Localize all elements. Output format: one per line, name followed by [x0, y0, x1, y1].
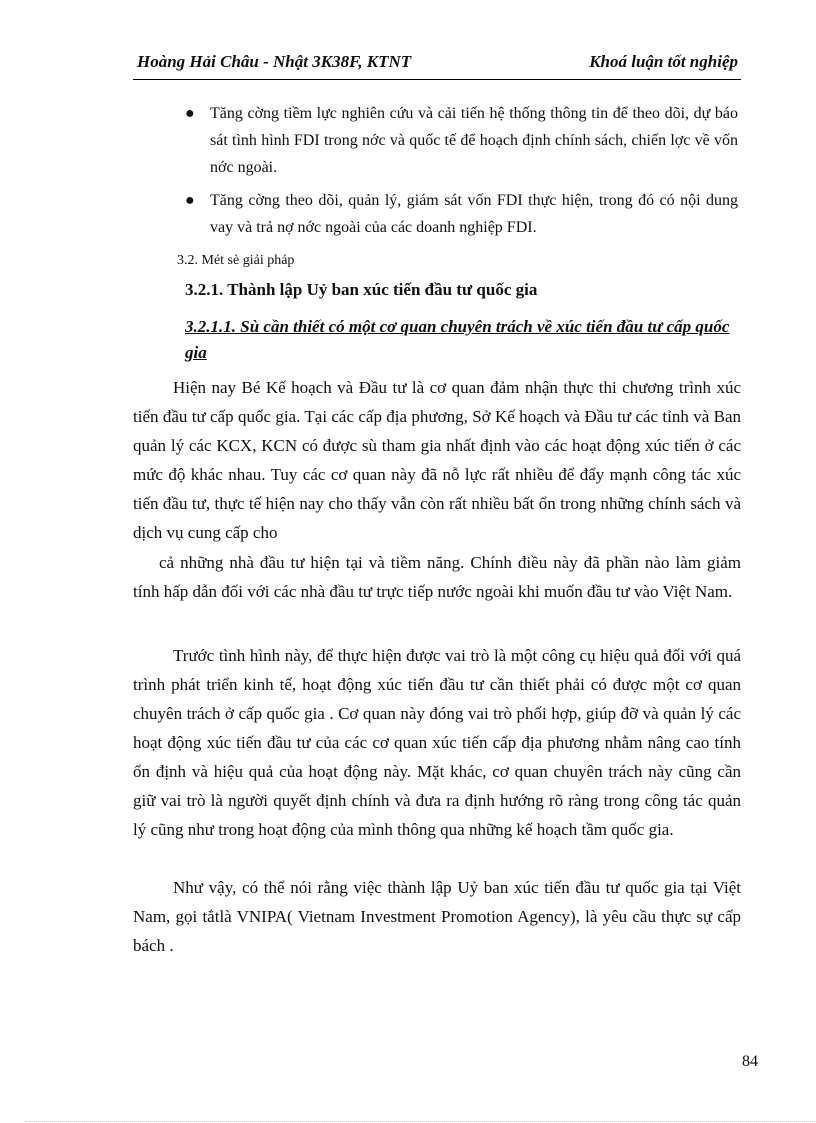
header-rule	[133, 79, 741, 80]
bullet-icon: ●	[185, 192, 195, 209]
paragraph: Như vậy, có thể nói rằng việc thành lập Uỷ ban xúc tiến đầu tư quốc gia tại Việt Nam, gọi tắtlà VNIPA( Vietnam Investment Promotion Agency), là yêu cầu thực sự cấp bách .	[133, 878, 741, 955]
bullet-text: Tăng cờng tiềm lực nghiên cứu và cải tiến hệ thống thông tin để theo dõi, dự báo sát tình hình FDI trong nớc và quốc tế để hoạch định chính sách, chiến lợc về vốn nớc ngoài.	[210, 105, 738, 176]
paragraph: cả những nhà đầu tư hiện tại và tiềm năng. Chính điều này đã phần nào làm giảm tính hấp dẫn đối với các nhà đầu tư trực tiếp nước ngoài khi muốn đầu tư vào Việt Nam.	[133, 553, 741, 601]
page-number: 84	[742, 1053, 758, 1070]
bullet-icon: ●	[185, 105, 195, 122]
subsubsection-heading: 3.2.1.1. Sù cần thiết có một cơ quan chuyên trách về xúc tiến đầu tư cấp quốc gia	[185, 317, 730, 362]
paragraph: Trước tình hình này, để thực hiện được vai trò là một công cụ hiệu quả đối với quá trình phát triển kinh tế, hoạt động xúc tiến đầu tư cần thiết phải có được một cơ quan chuyên trách ở cấp quốc gia . Cơ quan này đóng vai trò phối hợp, giúp đỡ và quản lý các hoạt động xúc tiến đầu tư của các cơ quan xúc tiến cấp địa phương nhằm nâng cao tính ổn định và hiệu quả của hoạt động này. Mặt khác, cơ quan chuyên trách này cũng cần giữ vai trò là người quyết định chính và đưa ra định hướng rõ ràng trong công tác quản lý cũng như trong hoạt động của mình thông qua những kế hoạch tầm quốc gia.	[133, 646, 741, 839]
footer-rule	[25, 1121, 815, 1122]
header-left: Hoàng Hải Châu - Nhật 3K38F, KTNT	[137, 52, 412, 71]
subsection-heading: 3.2.1. Thành lập Uỷ ban xúc tiến đầu tư quốc gia	[185, 280, 538, 299]
bullet-item	[183, 100, 738, 181]
bullet-list	[183, 100, 738, 247]
bullet-text: Tăng cờng theo dõi, quản lý, giám sát vốn FDI thực hiện, trong đó có nội dung vay và trả nợ nớc ngoài của các doanh nghiệp FDI.	[210, 192, 738, 236]
section-heading: 3.2. Mét sè giải pháp	[177, 253, 295, 268]
paragraph: Hiện nay Bé Kế hoạch và Đầu tư là cơ quan đảm nhận thực thi chương trình xúc tiến đầu tư cấp quốc gia. Tại các cấp địa phương, Sở Kế hoạch và Đầu tư các tỉnh và Ban quản lý các KCX, KCN có được sù tham gia nhất định vào các hoạt động xúc tiến ở các mức độ khác nhau. Tuy các cơ quan này đã nỗ lực rất nhiều để đẩy mạnh công tác xúc tiến đầu tư, thực tế hiện nay cho thấy vẫn còn rất nhiều bất ổn trong những chính sách và dịch vụ cung cấp cho	[133, 378, 741, 542]
bullet-item	[183, 187, 738, 241]
header-right: Khoá luận tốt nghiệp	[589, 52, 738, 71]
